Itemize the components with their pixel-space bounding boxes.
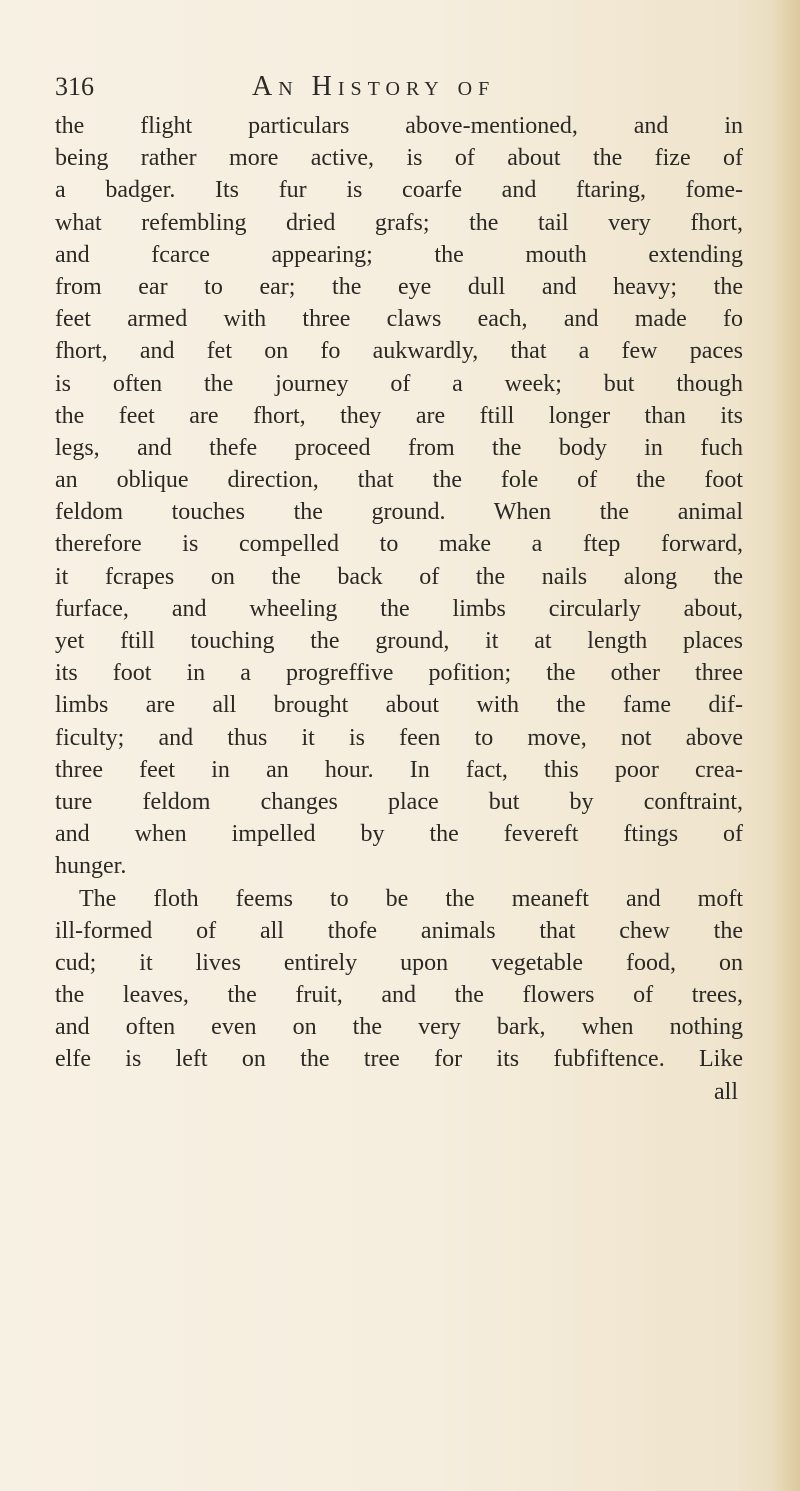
- text-line: fhort, and fet on fo aukwardly, that a few paces: [55, 338, 743, 365]
- text-line: ficulty; and thus it is feen to move, not above: [55, 724, 743, 751]
- text-line: a badger. Its fur is coarfe and ftaring, fome-: [55, 177, 743, 204]
- text-line: ture feldom changes place but by conftraint,: [55, 788, 743, 815]
- text-line: ill-formed of all thofe animals that chew the: [55, 917, 743, 944]
- text-line: its foot in a progreffive pofition; the other three: [55, 660, 743, 687]
- text-line: elfe is left on the tree for its fubfiftence. Like: [55, 1046, 743, 1073]
- text-line: therefore is compelled to make a ftep forward,: [55, 531, 743, 558]
- text-line: is often the journey of a week; but though: [55, 370, 743, 397]
- text-line: feet armed with three claws each, and made fo: [55, 306, 743, 333]
- paragraph-end-line: hunger.: [55, 853, 127, 880]
- text-line: and often even on the very bark, when nothing: [55, 1014, 743, 1041]
- text-line: the flight particulars above-mentioned, and in: [55, 113, 743, 139]
- text-line: an oblique direction, that the fole of the foot: [55, 467, 743, 494]
- text-line: and when impelled by the fevereft ftings of: [55, 821, 743, 848]
- page-edge-shadow: [772, 0, 800, 1491]
- text-line: cud; it lives entirely upon vegetable food, on: [55, 949, 743, 976]
- text-line: yet ftill touching the ground, it at length places: [55, 628, 743, 654]
- catchword: all: [714, 1078, 738, 1105]
- text-line: being rather more active, is of about the fize of: [55, 145, 743, 172]
- text-line: limbs are all brought about with the fame dif-: [55, 692, 743, 719]
- running-title: An History of: [252, 71, 496, 102]
- text-line: furface, and wheeling the limbs circularly about,: [55, 595, 743, 622]
- text-line: it fcrapes on the back of the nails along the: [55, 563, 743, 590]
- text-line: the leaves, the fruit, and the flowers of trees,: [55, 982, 743, 1009]
- text-line: three feet in an hour. In fact, this poor crea-: [55, 756, 743, 783]
- text-line: feldom touches the ground. When the animal: [55, 499, 743, 526]
- text-line: and fcarce appearing; the mouth extending: [55, 241, 743, 268]
- text-line: what refembling dried grafs; the tail very fhort,: [55, 209, 743, 236]
- text-line: the feet are fhort, they are ftill longer than its: [55, 402, 743, 429]
- text-line: from ear to ear; the eye dull and heavy; the: [55, 273, 743, 300]
- body-text: [55, 110, 743, 1108]
- text-line: legs, and thefe proceed from the body in fuch: [55, 434, 743, 461]
- page-number: 316: [55, 72, 94, 101]
- page-header: [55, 70, 755, 110]
- paragraph-start-line: The floth feems to be the meaneft and moft: [79, 885, 743, 912]
